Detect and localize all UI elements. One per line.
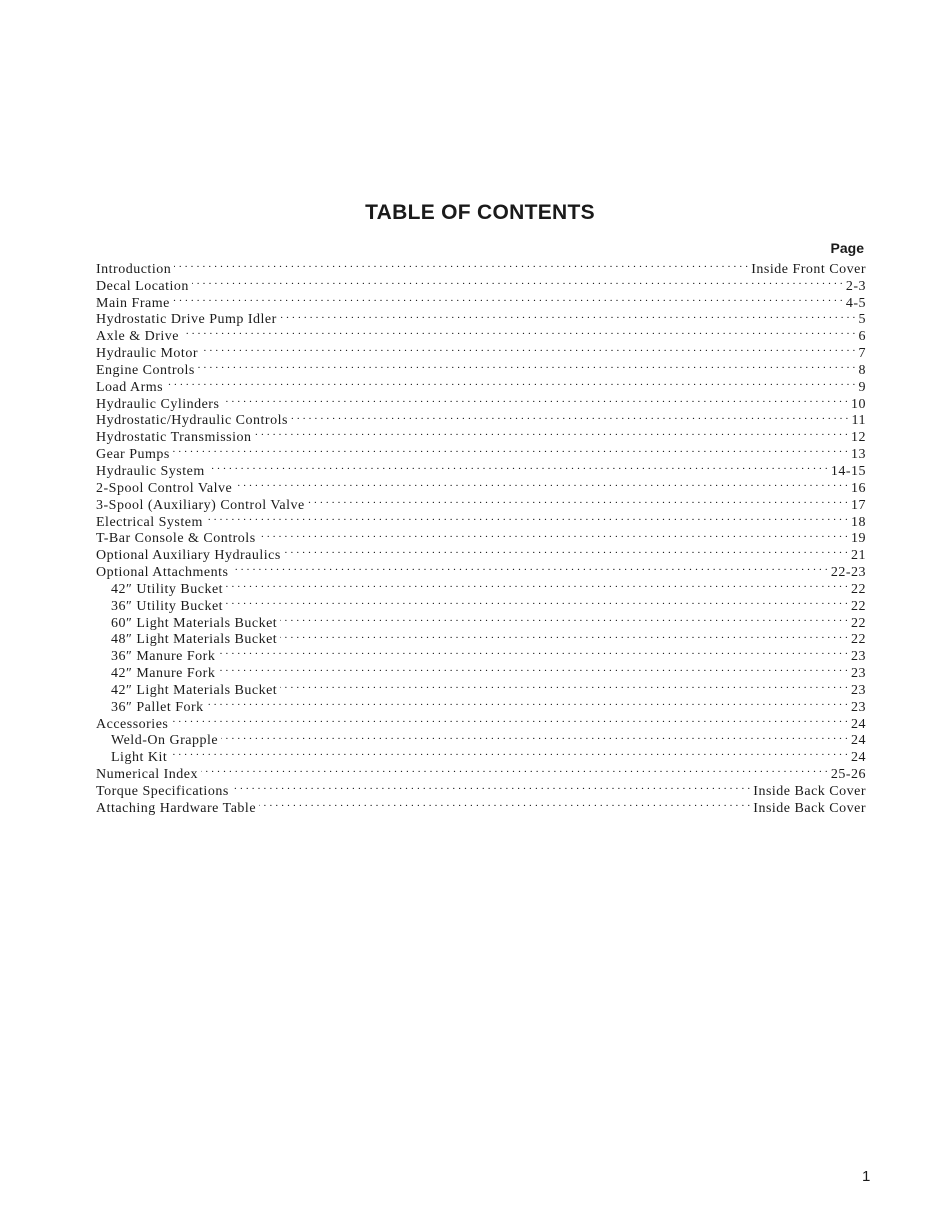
toc-entry-label: Hydrostatic Transmission [96,430,252,446]
dot-leader [170,744,848,761]
dot-leader [226,593,848,610]
toc-entry [96,778,866,799]
toc-entry-page: 22 [851,632,866,648]
dot-leader [198,357,856,374]
toc-entry-label: 36″ Pallet Fork [111,699,204,715]
toc-entry-label: Gear Pumps [96,447,170,463]
toc-entry [96,441,866,463]
toc-entry [96,509,866,530]
toc-entry-label: Numerical Index [96,767,198,783]
toc-entry-page: 2-3 [845,278,866,294]
toc-entry-label: Hydraulic System [96,463,205,479]
dot-leader [226,576,848,593]
toc-entry-page: 24 [851,733,866,749]
toc-entry-page: 17 [851,497,866,513]
toc-entry-label: Torque Specifications [96,784,229,799]
dot-leader [201,340,856,357]
toc-entry [96,761,866,783]
toc-entry [96,273,866,294]
dot-leader [232,778,751,795]
dot-leader [173,441,848,458]
toc-entry-label: Hydrostatic/Hydraulic Controls [96,413,288,429]
toc-entry-page: 23 [851,649,866,665]
dot-leader [231,559,827,576]
toc-entry-label: 60″ Light Materials Bucket [111,615,278,631]
dot-leader [218,660,848,677]
toc-entry-label: Weld-On Grapple [111,733,219,749]
toc-entry [96,340,866,362]
dot-leader [221,728,848,745]
toc-entry [96,290,866,311]
dot-leader [166,374,855,391]
dot-leader [280,307,856,324]
toc-entry-page: 7 [858,346,866,362]
toc-entry [96,458,866,479]
dot-leader [171,711,848,728]
toc-entry-label: 3-Spool (Auxiliary) Control Valve [96,497,305,513]
toc-entry-label: 36″ Utility Bucket [111,598,224,614]
dot-leader [206,509,848,526]
toc-entry-label: 42″ Utility Bucket [111,581,224,597]
toc-entry-label: Electrical System [96,514,203,530]
toc-entry-label: 42″ Light Materials Bucket [111,682,278,698]
toc-entry-label: 48″ Light Materials Bucket [111,632,278,648]
toc-list [96,256,866,816]
toc-entry [96,256,866,277]
toc-entry-page: 21 [851,548,866,564]
dot-leader [218,643,848,660]
page-title: TABLE OF CONTENTS [365,201,595,224]
toc-entry-page: 22 [851,615,866,631]
toc-entry [96,391,866,412]
toc-entry-label: Light Kit [111,750,168,766]
dot-leader [291,408,849,425]
toc-entry-page: 24 [851,716,866,732]
toc-entry-label: 36″ Manure Fork [111,649,216,665]
dot-leader [201,761,828,778]
toc-entry-page: 24 [851,750,866,766]
toc-entry [96,307,866,328]
toc-entry-label: 2-Spool Control Valve [96,480,233,496]
toc-entry [96,728,866,749]
dot-leader [192,273,843,290]
toc-entry-page: 22 [851,581,866,597]
toc-entry [96,694,866,715]
toc-entry-label: Axle & Drive [96,329,179,345]
toc-entry [96,744,866,766]
dot-leader [208,458,828,475]
dot-leader [182,323,856,340]
toc-entry-page: 16 [851,480,866,496]
toc-entry-label: Accessories [96,716,169,732]
toc-entry-label: Load Arms [96,379,164,395]
toc-entry-page: 23 [851,682,866,698]
dot-leader [280,610,848,627]
toc-entry-page: Inside Front Cover [751,261,866,277]
dot-leader [280,677,848,694]
toc-entry-label: Main Frame [96,295,170,311]
toc-entry [96,475,866,496]
toc-entry-page: 8 [858,362,866,378]
toc-entry [96,357,866,378]
page-number: 1 [862,1168,871,1185]
toc-entry-page: Inside Back Cover [753,784,866,799]
page-column-header: Page [830,240,864,256]
toc-entry-label: 42″ Manure Fork [111,666,216,682]
dot-leader [235,475,848,492]
toc-entry-label: Optional Attachments [96,565,229,581]
toc-entry-label: Engine Controls [96,362,195,378]
dot-leader [280,627,848,644]
dot-leader [259,526,848,543]
toc-entry-label: Attaching Hardware Table [96,800,257,816]
toc-entry-page: 14-15 [830,463,866,479]
toc-entry-page: 11 [851,413,866,429]
toc-entry [96,374,866,395]
toc-entry-page: 19 [851,531,866,547]
toc-entry-page: 10 [851,396,866,412]
toc-entry-page: 25-26 [830,767,866,783]
dot-leader [259,795,750,812]
toc-entry-label: Introduction [96,261,172,277]
dot-leader [207,694,848,711]
toc-entry-label: Hydraulic Motor [96,346,198,362]
toc-entry-page: 6 [858,329,866,345]
toc-entry [96,323,866,345]
toc-entry-page: Inside Back Cover [753,800,866,816]
toc-entry-page: 22 [851,598,866,614]
toc-entry [96,711,866,732]
toc-entry-label: Optional Auxiliary Hydraulics [96,548,281,564]
toc-entry-page: 4-5 [845,295,866,311]
toc-entry-label: T-Bar Console & Controls [96,531,256,547]
dot-leader [255,424,848,441]
toc-entry-label: Hydraulic Cylinders [96,396,220,412]
toc-entry-page: 5 [858,312,866,328]
toc-entry-page: 12 [851,430,866,446]
toc-entry-page: 13 [851,447,866,463]
dot-leader [284,542,848,559]
dot-leader [173,290,843,307]
toc-entry-page: 9 [858,379,866,395]
dot-leader [308,492,848,509]
toc-entry-page: 22-23 [830,565,866,581]
toc-entry-page: 23 [851,699,866,715]
dot-leader [222,391,848,408]
toc-entry-label: Hydrostatic Drive Pump Idler [96,312,277,328]
table-of-contents [96,240,866,816]
toc-entry [96,526,866,547]
dot-leader [174,256,748,273]
toc-entry-label: Decal Location [96,278,189,294]
toc-entry-page: 18 [851,514,866,530]
toc-entry-page: 23 [851,666,866,682]
